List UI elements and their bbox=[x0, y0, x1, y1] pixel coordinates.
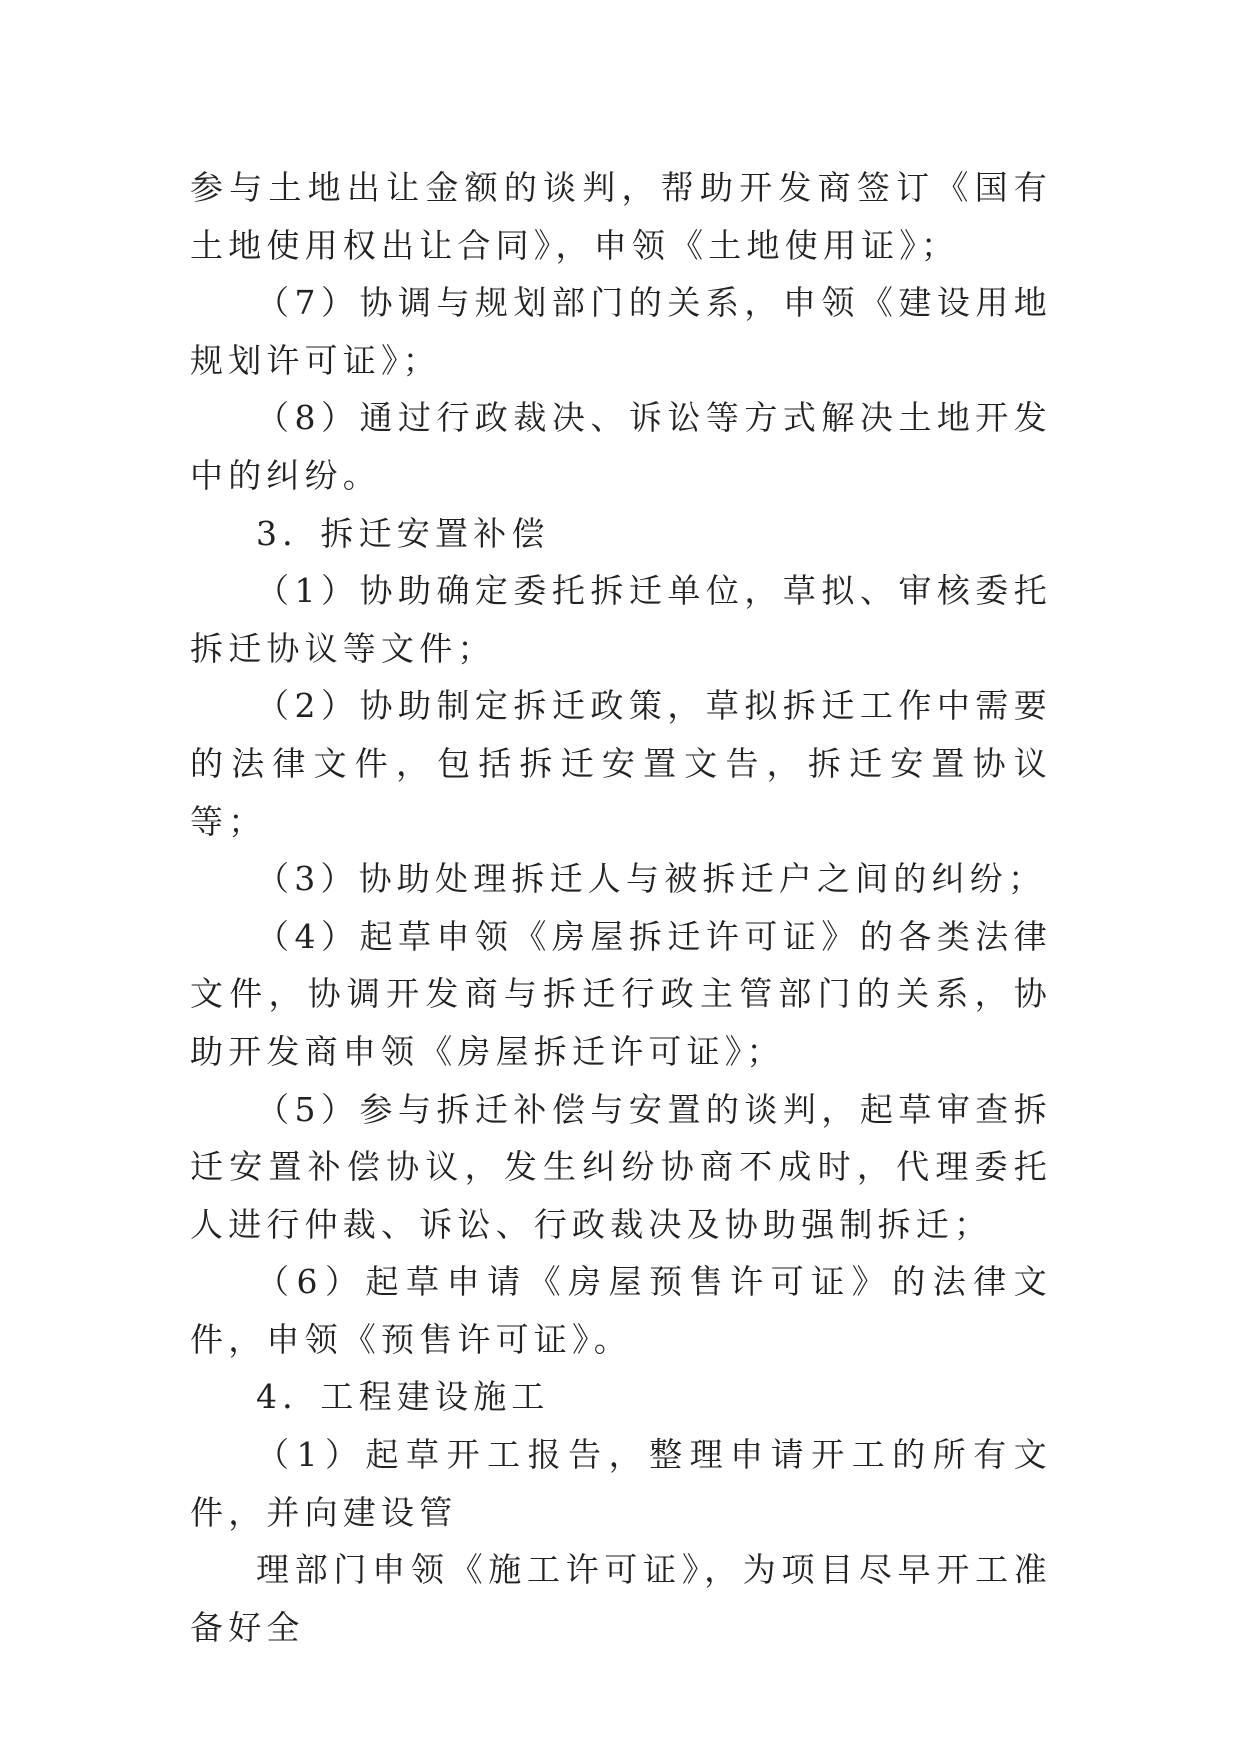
paragraph-item-7: （7）协调与规划部门的关系，申领《建设用地规划许可证》； bbox=[190, 283, 1052, 380]
paragraph-demolition-6: （6）起草申请《房屋预售许可证》的法律文件，申领《预售许可证》。 bbox=[190, 1262, 1052, 1359]
document-body bbox=[190, 159, 1052, 1656]
section-heading-4: 4．工程建设施工 bbox=[256, 1377, 550, 1417]
paragraph-item-8: （8）通过行政裁决、诉讼等方式解决土地开发中的纠纷。 bbox=[190, 398, 1052, 495]
paragraph-construction-continued: 理部门申领《施工许可证》，为项目尽早开工准备好全 bbox=[190, 1550, 1052, 1647]
paragraph-demolition-5: （5）参与拆迁补偿与安置的谈判，起草审查拆迁安置补偿协议，发生纠纷协商不成时，代理委托人进行仲裁、诉讼、行政裁决及协助强制拆迁； bbox=[190, 1089, 1052, 1244]
paragraph-land-transfer: 参与土地出让金额的谈判，帮助开发商签订《国有土地使用权出让合同》，申领《土地使用证》； bbox=[190, 168, 1052, 265]
paragraph-demolition-4: （4）起草申领《房屋拆迁许可证》的各类法律文件，协调开发商与拆迁行政主管部门的关系，协助开发商申领《房屋拆迁许可证》； bbox=[190, 916, 1052, 1071]
paragraph-demolition-1: （1）协助确定委托拆迁单位，草拟、审核委托拆迁协议等文件； bbox=[190, 571, 1052, 668]
paragraph-demolition-3: （3）协助处理拆迁人与被拆迁户之间的纠纷； bbox=[256, 859, 1047, 899]
paragraph-demolition-2: （2）协助制定拆迁政策，草拟拆迁工作中需要的法律文件，包括拆迁安置文告，拆迁安置协议等； bbox=[190, 686, 1052, 841]
section-heading-3: 3．拆迁安置补偿 bbox=[256, 513, 550, 553]
paragraph-construction-1: （1）起草开工报告，整理申请开工的所有文件，并向建设管 bbox=[190, 1435, 1052, 1532]
